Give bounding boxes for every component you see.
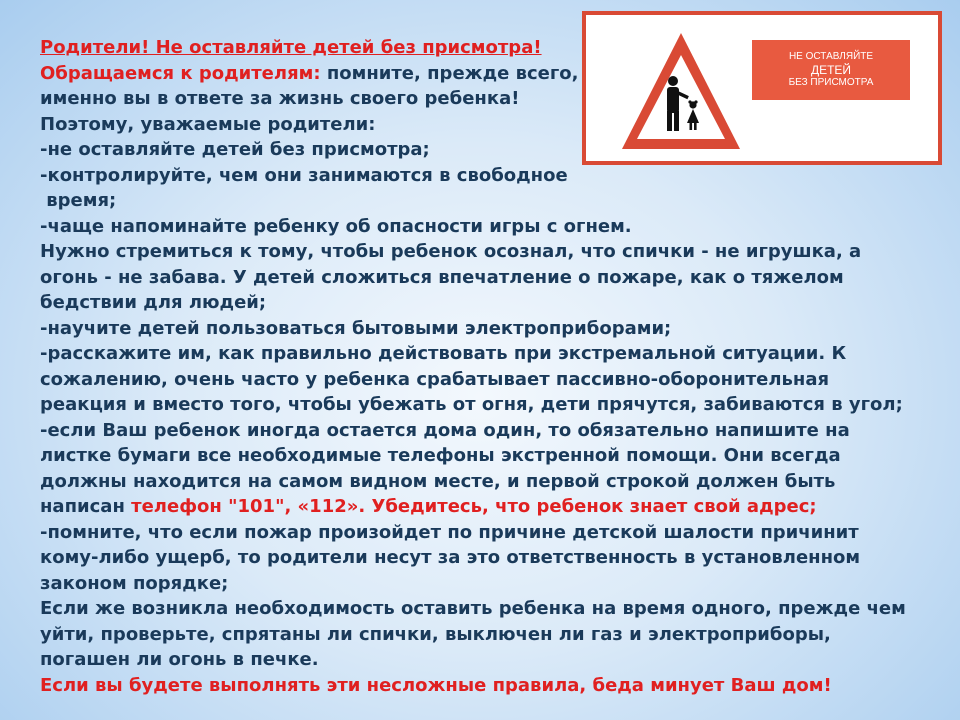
text-line: Если же возникла необходимость оставить ребенка на время одного, прежде чем: [40, 598, 906, 619]
text-line: законом порядке;: [40, 572, 229, 594]
leaflet-text: [40, 35, 940, 698]
appeal-line: [40, 61, 940, 87]
leaflet-title: Родители! Не оставляйте детей без присмотра!: [40, 37, 542, 58]
text-line: -не оставляйте детей без присмотра;: [40, 139, 430, 160]
badge-line-3: БЕЗ ПРИСМОТРА: [788, 77, 874, 88]
text-line: сожалению, очень часто у ребенка срабатывает пассивно-оборонительная: [40, 368, 830, 390]
text-line: время;: [40, 190, 117, 211]
appeal-text: помните, прежде всего,: [320, 62, 579, 84]
closing-line: Если вы будете выполнять эти несложные правила, беда минует Ваш дом!: [40, 674, 832, 696]
text-line: должны находится на самом видном месте, и первой строкой должен быть: [40, 470, 836, 492]
text-line: реакция и вместо того, чтобы убежать от огня, дети прячутся, забиваются в угол;: [40, 394, 903, 415]
text-line: именно вы в ответе за жизнь своего ребенка!: [40, 88, 520, 109]
text-line: кому-либо ущерб, то родители несут за это ответственность в установленном: [40, 547, 861, 568]
appeal-heading: Обращаемся к родителям:: [40, 62, 321, 84]
badge-line-1: НЕ ОСТАВЛЯЙТЕ: [788, 51, 874, 62]
phone-line: [40, 494, 940, 520]
text-line: Нужно стремиться к тому, чтобы ребенок осознал, что спички - не игрушка, а: [40, 241, 862, 262]
text-line: -контролируйте, чем они занимаются в свободное: [40, 164, 568, 186]
text-line: -если Ваш ребенок иногда остается дома один, то обязательно напишите на: [40, 419, 850, 441]
text-line: бедствии для людей;: [40, 292, 267, 313]
text-line: -чаще напоминайте ребенку об опасности игры с огнем.: [40, 215, 632, 237]
text-line: листке бумаги все необходимые телефоны экстренной помощи. Они всегда: [40, 445, 841, 466]
text-line: -помните, что если пожар произойдет по причине детской шалости причинит: [40, 521, 859, 543]
text-line: уйти, проверьте, спрятаны ли спички, выключен ли газ и электроприборы,: [40, 623, 831, 645]
phone-line-start: написан: [40, 496, 132, 517]
text-line: -научите детей пользоваться бытовыми электроприборами;: [40, 317, 672, 339]
text-line: погашен ли огонь в печке.: [40, 649, 319, 670]
text-line: Поэтому, уважаемые родители:: [40, 113, 376, 135]
text-line: огонь - не забава. У детей сложиться впечатление о пожаре, как о тяжелом: [40, 266, 844, 288]
text-line: -расскажите им, как правильно действовать при экстремальной ситуации. К: [40, 343, 847, 364]
badge-line-2: ДЕТЕЙ: [810, 63, 852, 77]
emergency-phones: телефон "101", «112». Убедитесь, что ребенок знает свой адрес;: [131, 496, 817, 517]
